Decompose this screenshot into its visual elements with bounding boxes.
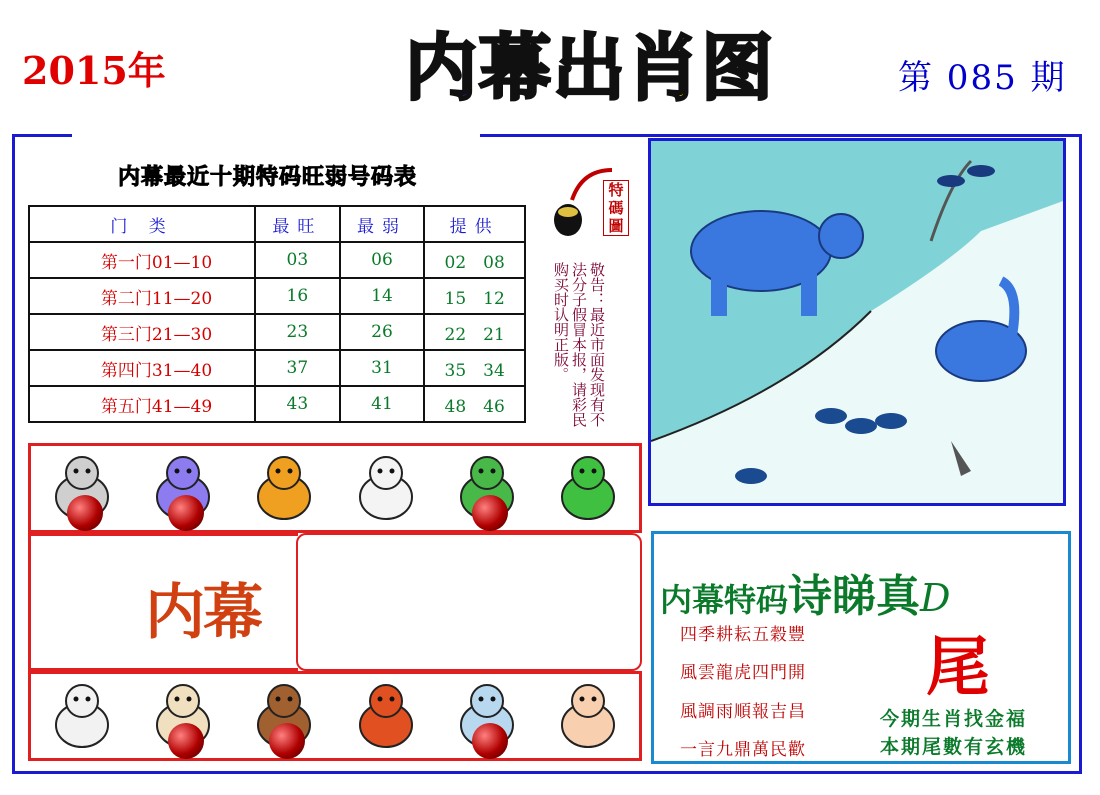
rat-icon (43, 449, 121, 527)
table-row (29, 350, 525, 386)
rabbit-icon (347, 449, 425, 527)
cold-cell: 26 (340, 314, 425, 350)
offer-cell: 48 46 (424, 386, 525, 422)
col-header: 最旺 (255, 206, 340, 242)
red-ball-icon (472, 723, 508, 759)
poem-title-big: 诗睇真 (788, 571, 921, 622)
hot-cell: 03 (255, 242, 340, 278)
hot-cold-table (28, 205, 526, 423)
poem-title (660, 560, 950, 624)
logo-char: 内 (405, 26, 478, 110)
dog-icon (448, 677, 526, 755)
offer-cell: 15 12 (424, 278, 525, 314)
dragon-icon (448, 449, 526, 527)
hot-cell: 37 (255, 350, 340, 386)
rooster-icon (347, 677, 425, 755)
red-ball-icon (67, 495, 103, 531)
door-cell: 第四门31—40 (29, 350, 255, 386)
poem-title-small: 内幕特码 (660, 581, 789, 619)
special-code-badge: 特碼圖 (603, 180, 629, 236)
poem-answer: 尾 (926, 630, 990, 705)
cold-cell: 31 (340, 350, 425, 386)
poem-hint: 本期尾數有玄機 (880, 736, 1028, 758)
col-header: 提供 (424, 206, 525, 242)
year-label: 2015年 (22, 48, 166, 93)
cold-cell: 06 (340, 242, 425, 278)
offer-cell: 35 34 (424, 350, 525, 386)
zodiac-box-top (28, 443, 642, 533)
col-header: 最弱 (340, 206, 425, 242)
hot-cell: 43 (255, 386, 340, 422)
red-ball-icon (168, 723, 204, 759)
table-row (29, 314, 525, 350)
notice-text: 敬告：最近市面发现有不法分子假冒本报，请彩民购买时认明正版。 (552, 262, 606, 427)
table-row (29, 278, 525, 314)
hot-cell: 16 (255, 278, 340, 314)
tiger-icon (245, 449, 323, 527)
goat-icon (144, 677, 222, 755)
poem-line: 風調雨順報吉昌 (680, 702, 806, 722)
offer-cell: 22 21 (424, 314, 525, 350)
poem-hint: 今期生肖找金福 (880, 708, 1028, 730)
logo-char: 幕 (479, 26, 552, 110)
door-cell: 第一门01—10 (29, 242, 255, 278)
pig-icon (549, 677, 627, 755)
middle-panel (28, 533, 642, 671)
table-row (29, 242, 525, 278)
zodiac-box-bottom (28, 671, 642, 761)
logo-title (405, 28, 850, 108)
red-ball-icon (168, 495, 204, 531)
monkey-icon (245, 677, 323, 755)
issue-number: 第 085 期 (898, 58, 1067, 98)
bear-goose-illustration (651, 141, 1063, 503)
zodiac-row-top (31, 446, 639, 530)
middle-right (296, 533, 642, 671)
riddle-picture (648, 138, 1066, 506)
door-cell: 第五门41—49 (29, 386, 255, 422)
door-cell: 第二门11—20 (29, 278, 255, 314)
table-title: 内幕最近十期特码旺弱号码表 (118, 165, 418, 190)
table-row (29, 386, 525, 422)
logo-char: 出 (553, 26, 626, 110)
red-ball-icon (472, 495, 508, 531)
table-header-row (29, 206, 525, 242)
snake-icon (549, 449, 627, 527)
offer-cell: 02 08 (424, 242, 525, 278)
poem-line: 四季耕耘五穀豐 (680, 625, 806, 645)
cold-cell: 14 (340, 278, 425, 314)
hot-cell: 23 (255, 314, 340, 350)
poem-line: 風雲龍虎四門開 (680, 663, 806, 683)
zodiac-row-bottom (31, 674, 639, 758)
frame-gap (72, 128, 480, 140)
ox-icon (144, 449, 222, 527)
logo-char: 图 (701, 26, 774, 110)
poem-line: 一言九鼎萬民歡 (680, 740, 806, 760)
poem-title-mark: D (920, 576, 951, 620)
middle-title: 内幕 (145, 578, 261, 648)
horse-icon (43, 677, 121, 755)
cold-cell: 41 (340, 386, 425, 422)
col-header: 门 类 (29, 206, 255, 242)
door-cell: 第三门21—30 (29, 314, 255, 350)
logo-char: 肖 (627, 26, 700, 110)
